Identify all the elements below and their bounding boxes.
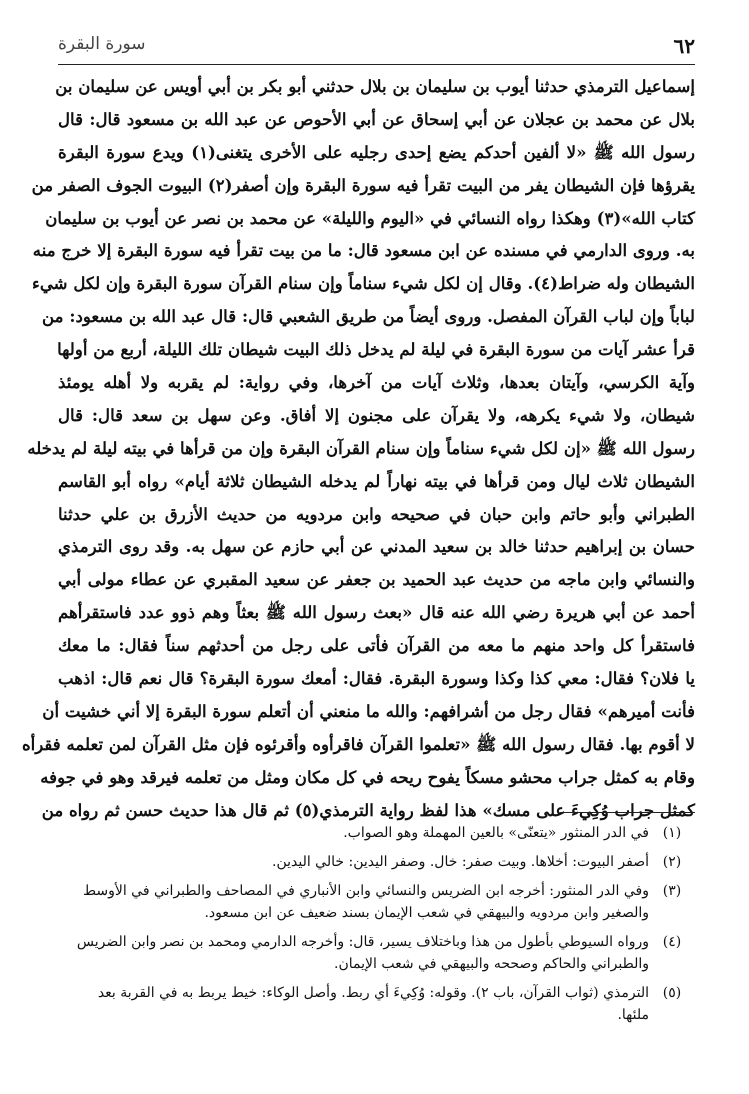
footnote [58, 982, 695, 1026]
footnote-text: والطبراني والحاكم وصححه والبيهقي في شعب الإيمان. [334, 956, 649, 972]
text-line: فأنت أميرهم» فقال رجل من أشرافهم: والله ما منعني أن أتعلم سورة البقرة إلا أني خشيت أن [42, 700, 695, 721]
footnote-number: (١) [662, 825, 682, 841]
footnote-number: (٣) [662, 883, 682, 899]
footnote-text: وفي الدر المنثور: أخرجه ابن الضريس والنسائي وابن الأنباري في المصاحف والطبراني في الأوسط [83, 883, 649, 899]
text-line: لباباً وإن لباب القرآن المفصل. وروى أيضاً من طريق الشعبي قال: قال عبد الله بن مسعود: من [42, 306, 695, 327]
footnote-text: والصغير وابن مردويه والبيهقي في شعب الإيمان بسند ضعيف عن ابن مسعود. [204, 905, 649, 921]
running-title: سورة البقرة [58, 34, 146, 54]
text-line: إسماعيل الترمذي حدثنا أيوب بن سليمان بن بلال حدثني أبو بكر بن أبي أويس عن سليمان بن [55, 76, 695, 96]
text-line: وآية الكرسي، وآيتان بعدها، وثلاث آيات من آخرها، وفي رواية: لم يقربه ولا أهله يومئذ [58, 372, 695, 393]
text-line: فاستقرأ كل واحد منهم ما معه من القرآن فأتى على رجل من أحدثهم سناً فقال: ما معك [58, 635, 695, 656]
footnote [58, 851, 695, 873]
text-line: الشيطان وله ضراط(٤). وقال إن لكل شيء سناماً وإن سنام القرآن سورة البقرة وإن لكل شيء [32, 273, 695, 294]
page-number: ٦٢ [673, 34, 695, 58]
footnote-separator [560, 812, 695, 813]
text-line: به. وروى الدارمي في مسنده عن ابن مسعود قال: ما من بيت تقرأ فيه سورة البقرة إلا خرج منه [32, 240, 695, 261]
footnote-number: (٤) [662, 934, 682, 950]
footnote-text: الترمذي (ثواب القرآن، باب ٢). وقوله: وُكِيءَ أي ربط. وأصل الوكاء: خيط يربط به في القربة بعد [97, 985, 649, 1001]
footnotes [58, 822, 695, 1033]
text-line: الشيطان ثلاث ليال ومن قرأها في بيته نهاراً لم يدخله الشيطان ثلاثة أيام» رواه أبو القاسم [58, 470, 695, 491]
footnote-text: ملئها. [617, 1007, 649, 1023]
text-line: يقرؤها فإن الشيطان يفر من البيت تقرأ فيه سورة البقرة وإن أصفر(٢) البيوت الجوف الصفر من [31, 174, 695, 195]
footnote [58, 822, 695, 844]
text-line: قرأ عشر آيات من سورة البقرة في ليلة لم يدخل ذلك البيت شيطان تلك الليلة، أربع من أولها [57, 339, 695, 360]
text-line: لا أقوم بها. فقال رسول الله ﷺ «تعلموا القرآن فاقرأوه وأقرئوه فإن مثل القرآن لمن تعلمه فقرأه [21, 733, 695, 754]
footnote-text: في الدر المنثور «يتعنّى» بالعين المهملة وهو الصواب. [343, 825, 649, 841]
text-line: وقام به كمثل جراب محشو مسكاً يفوح ريحه في كل مكان ومثل من تعلمه فيرقد وهو في جوفه [40, 766, 695, 787]
footnote [58, 931, 695, 975]
text-line: يا فلان؟ فقال: معي كذا وكذا وسورة البقرة. فقال: أمعك سورة البقرة؟ قال نعم قال: اذهب [58, 668, 695, 689]
footnote-text: ورواه السيوطي بأطول من هذا وباختلاف يسير، قال: وأخرجه الدارمي ومحمد بن نصر وابن الضريس [76, 934, 649, 950]
text-line: رسول الله ﷺ «لا ألفين أحدكم يضع إحدى رجليه على الأخرى يتغنى(١) ويدع سورة البقرة [58, 141, 695, 162]
text-line: كمثل جراب وُكِيءَ على مسك» هذا لفظ رواية الترمذي(٥) ثم قال هذا حديث حسن ثم رواه من [41, 799, 695, 820]
text-line: رسول الله ﷺ «إن لكل شيء سناماً وإن سنام القرآن البقرة وإن من قرأها في بيته ليلة لم يدخله [27, 437, 695, 458]
text-line: حسان بن إبراهيم حدثنا خالد بن سعيد المدني عن أبي حازم عن سهل به. وقد روى الترمذي [58, 536, 695, 557]
footnote-number: (٥) [662, 985, 682, 1001]
text-line: أحمد عن أبي هريرة رضي الله عنه قال «بعث رسول الله ﷺ بعثاً وهم ذوو عدد فاستقرأهم [58, 602, 695, 623]
footnote [58, 880, 695, 924]
text-line: والنسائي وابن ماجه من حديث عبد الحميد بن جعفر عن سعيد المقبري عن عطاء مولى أبي [58, 569, 695, 590]
text-line: بلال عن محمد بن عجلان عن أبي إسحاق عن أبي الأحوص عن عبد الله بن مسعود قال: قال [58, 108, 695, 129]
page-header [58, 30, 695, 65]
main-text [21, 70, 695, 826]
text-line: الطبراني وأبو حاتم وابن حبان في صحيحه وابن مردويه من حديث الأزرق بن علي حدثنا [58, 503, 695, 524]
text-line: كتاب الله»(٣) وهكذا رواه النسائي في «اليوم والليلة» عن محمد بن نصر عن أيوب بن سليمان [45, 207, 695, 228]
footnote-text: أصفر البيوت: أخلاها. وبيت صفر: خال. وصفر اليدين: خالي اليدين. [272, 854, 649, 870]
footnote-number: (٢) [662, 854, 682, 870]
text-line: شيطان، ولا شيء يكرهه، ولا يقرآن على مجنون إلا أفاق. وعن سهل بن سعد قال: قال [58, 404, 695, 425]
